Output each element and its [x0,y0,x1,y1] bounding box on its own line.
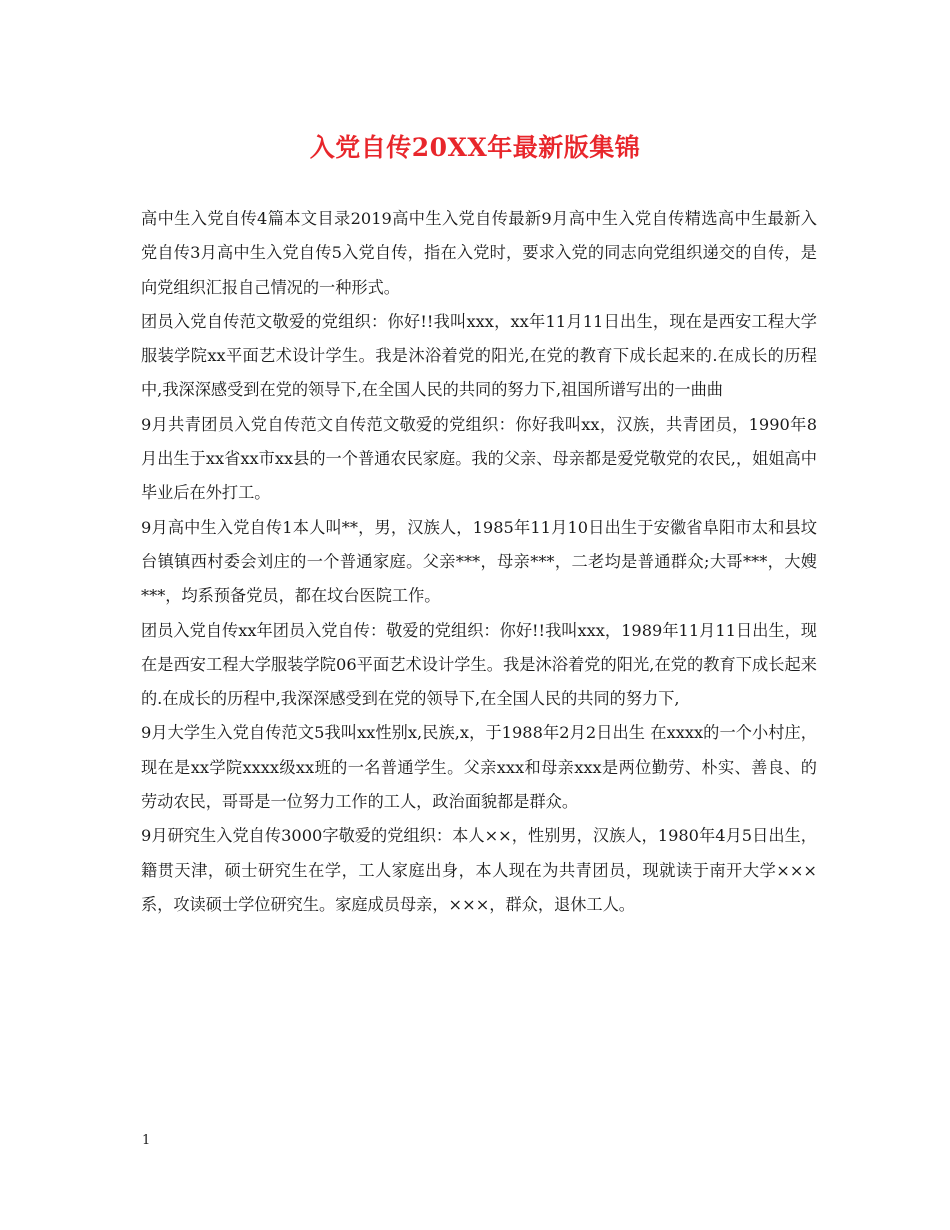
paragraph: 9月大学生入党自传范文5我叫xx性别x,民族,x，于1988年2月2日出生 在xxxx的一个小村庄，现在是xx学院xxxx级xx班的一名普通学生。父亲xxx和母亲xxx是两位勤劳、朴实、善良、的劳动农民，哥哥是一位努力工作的工人，政治面貌都是群众。 [141,723,817,812]
paragraph: 9月高中生入党自传1本人叫**，男，汉族人，1985年11月10日出生于安徽省阜阳市太和县坟台镇镇西村委会刘庄的一个普通家庭。父亲***，母亲***，二老均是普通群众;大哥***，大嫂***，均系预备党员，都在坟台医院工作。 [141,517,817,606]
page-number: 1 [142,1133,151,1148]
paragraph: 高中生入党自传4篇本文目录2019高中生入党自传最新9月高中生入党自传精选高中生最新入党自传3月高中生入党自传5入党自传，指在入党时，要求入党的同志向党组织递交的自传，是向党组织汇报自己情况的一种形式。 [141,209,817,297]
document-body [141,202,817,922]
paragraph: 9月研究生入党自传3000字敬爱的党组织：本人××，性别男，汉族人，1980年4月5日出生，籍贯天津，硕士研究生在学，工人家庭出身，本人现在为共青团员，现就读于南开大学×××系，攻读硕士学位研究生。家庭成员母亲，×××，群众，退休工人。 [141,826,817,914]
paragraph: 团员入党自传范文敬爱的党组织：你好!!我叫xxx，xx年11月11日出生，现在是西安工程大学服装学院xx平面艺术设计学生。我是沐浴着党的阳光,在党的教育下成长起来的.在成长的历程中,我深深感受到在党的领导下,在全国人民的共同的努力下,祖国所谱写出的一曲曲 [141,311,817,400]
paragraph: 团员入党自传xx年团员入党自传：敬爱的党组织：你好!!我叫xxx，1989年11月11日出生，现在是西安工程大学服装学院06平面艺术设计学生。我是沐浴着党的阳光,在党的教育下成长起来的.在成长的历程中,我深深感受到在党的领导下,在全国人民的共同的努力下, [141,620,817,709]
document-title: 入党自传20XX年最新版集锦 [309,133,641,162]
paragraph: 9月共青团员入党自传范文自传范文敬爱的党组织：你好我叫xx，汉族，共青团员，1990年8月出生于xx省xx市xx县的一个普通农民家庭。我的父亲、母亲都是爱党敬党的农民,，姐姐高中毕业后在外打工。 [141,414,817,503]
